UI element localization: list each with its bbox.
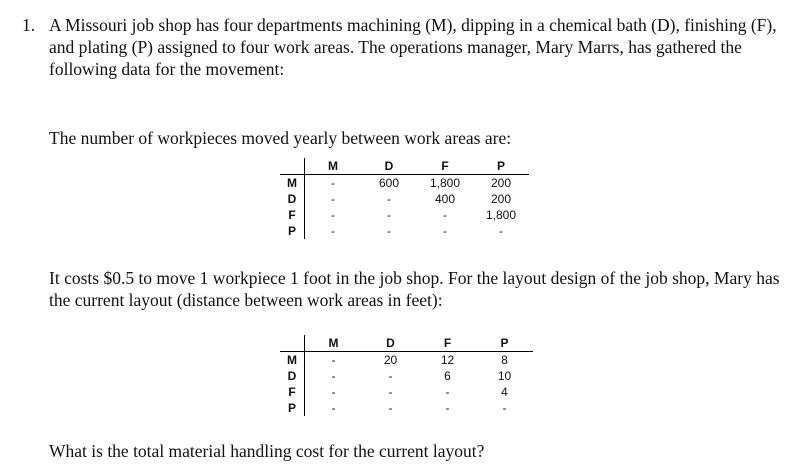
table-row [280, 368, 533, 384]
table-cell: - [331, 385, 336, 399]
table-cell: - [388, 401, 393, 415]
table-cell: 200 [490, 176, 512, 190]
table-cell: 10 [497, 369, 512, 383]
table-row [280, 400, 533, 416]
table-cell: 4 [501, 385, 508, 399]
table-cell: 6 [444, 369, 451, 383]
distance-table [280, 335, 533, 416]
cost-and-layout-text: It costs $0.5 to move 1 workpiece 1 foot in the job shop. For the layout design of the job shop, Mary has the current layout (distance between work areas in feet): [49, 268, 780, 310]
table-row [280, 175, 529, 192]
table-cell: - [502, 401, 507, 415]
column-header-d: D [386, 336, 395, 350]
table-cell: - [331, 369, 336, 383]
table-corner-cell [280, 335, 305, 352]
table-cell: - [331, 176, 335, 190]
column-header-p: P [496, 159, 505, 173]
row-header: M [280, 175, 305, 192]
row-header: M [280, 352, 305, 369]
question-text: A Missouri job shop has four departments machining (M), dipping in a chemical bath (D), finishing (F), and plating (P) assigned to four work areas. The operations manager, Mary Marrs, has gathered the following data for the movement: [49, 15, 777, 79]
column-header-f: F [443, 336, 452, 350]
table-cell: - [445, 401, 450, 415]
table-cell: - [331, 208, 335, 222]
final-question: What is the total material handling cost for the current layout? [49, 441, 485, 461]
column-header-f: F [441, 159, 449, 173]
row-header: F [280, 207, 305, 223]
table-cell: - [331, 192, 335, 206]
column-header-d: D [384, 159, 394, 173]
table-row [280, 384, 533, 400]
table-cell: - [387, 224, 391, 238]
question-number: 1. [22, 15, 36, 35]
table-cell: - [445, 385, 450, 399]
table-cell: - [387, 192, 391, 206]
table-cell: 12 [440, 353, 455, 367]
table-cell: 1,800 [429, 176, 461, 190]
table-cell: - [443, 208, 447, 222]
table-cell: - [388, 385, 393, 399]
table-header-row [280, 335, 533, 352]
column-header-m: M [328, 159, 338, 173]
column-header-p: P [500, 336, 509, 350]
table-cell: 200 [490, 192, 512, 206]
table-cell: - [331, 224, 335, 238]
workpieces-table-intro: The number of workpieces moved yearly between work areas are: [49, 128, 512, 148]
table-cell: 400 [434, 192, 456, 206]
row-header: D [280, 368, 305, 384]
row-header: D [280, 191, 305, 207]
table-cell: - [499, 224, 503, 238]
workpieces-moved-table [280, 158, 529, 239]
table-row [280, 352, 533, 369]
table-cell: - [443, 224, 447, 238]
table-header-row [280, 158, 529, 175]
table-cell: 20 [383, 353, 398, 367]
table-row [280, 223, 529, 239]
table-cell: - [388, 369, 393, 383]
row-header: P [280, 223, 305, 239]
table-cell: - [387, 208, 391, 222]
table-cell: 8 [501, 353, 508, 367]
table-cell: - [331, 353, 336, 367]
row-header: P [280, 400, 305, 416]
table-cell: 600 [378, 176, 400, 190]
table-corner-cell [280, 158, 305, 175]
table-cell: 1,800 [485, 208, 517, 222]
table-cell: - [331, 401, 336, 415]
row-header: F [280, 384, 305, 400]
column-header-m: M [328, 336, 339, 350]
table-row [280, 191, 529, 207]
table-row [280, 207, 529, 223]
